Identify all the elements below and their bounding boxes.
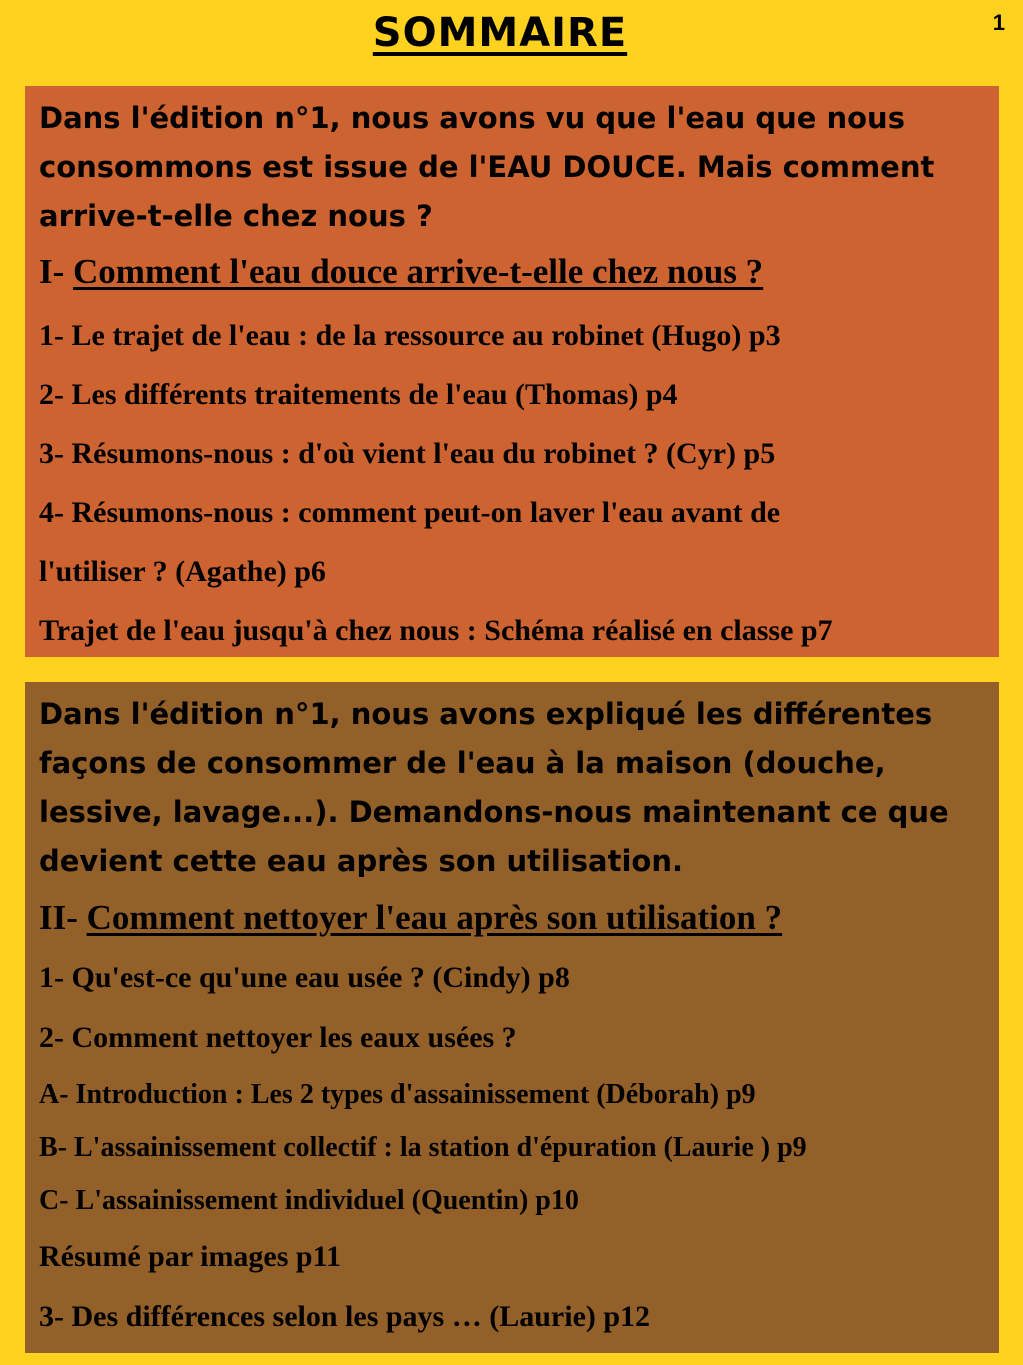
section-eaux-usees [25, 682, 999, 1353]
toc-item: 4- Résumons-nous : comment peut-on laver l'eau avant de [39, 496, 781, 529]
toc-item: 2- Les différents traitements de l'eau (Thomas) p4 [39, 378, 678, 411]
toc-item: 1- Le trajet de l'eau : de la ressource au robinet (Hugo) p3 [39, 319, 781, 352]
toc-item: A- Introduction : Les 2 types d'assainissement (Déborah) p9 [39, 1079, 756, 1110]
section-heading [39, 245, 985, 299]
toc-item: Trajet de l'eau jusqu'à chez nous : Schéma réalisé en classe p7 [39, 614, 833, 647]
toc-item: C- L'assainissement individuel (Quentin) p10 [39, 1185, 579, 1216]
toc-item: B- L'assainissement collectif : la station d'épuration (Laurie ) p9 [39, 1132, 807, 1163]
toc-item: 1- Qu'est-ce qu'une eau usée ? (Cindy) p8 [39, 961, 570, 994]
page-title: SOMMAIRE [372, 10, 628, 56]
toc-item: Résumé par images p11 [39, 1240, 341, 1273]
section-heading [39, 890, 985, 946]
heading-number: II- [39, 898, 87, 937]
heading-title: Comment l'eau douce arrive-t-elle chez nous ? [73, 252, 764, 291]
section-eau-douce [25, 86, 999, 657]
toc-item: 3- Résumons-nous : d'où vient l'eau du robinet ? (Cyr) p5 [39, 437, 776, 470]
heading-title: Comment nettoyer l'eau après son utilisation ? [86, 898, 783, 937]
page-number: 1 [992, 10, 1005, 35]
section-intro: Dans l'édition n°1, nous avons expliqué les différentes façons de consommer de l'eau à la maison (douche, lessive, lavage...). Demandons-nous maintenant ce que devient cette eau après son utilisation. [39, 697, 949, 878]
heading-number: I- [39, 252, 74, 291]
toc-item: l'utiliser ? (Agathe) p6 [39, 555, 326, 588]
section-intro: Dans l'édition n°1, nous avons vu que l'eau que nous consommons est issue de l'EAU DOUCE. Mais comment arrive-t-elle chez nous ? [39, 101, 935, 233]
toc-item: 3- Des différences selon les pays … (Laurie) p12 [39, 1300, 651, 1333]
toc-item: 2- Comment nettoyer les eaux usées ? [39, 1021, 517, 1054]
